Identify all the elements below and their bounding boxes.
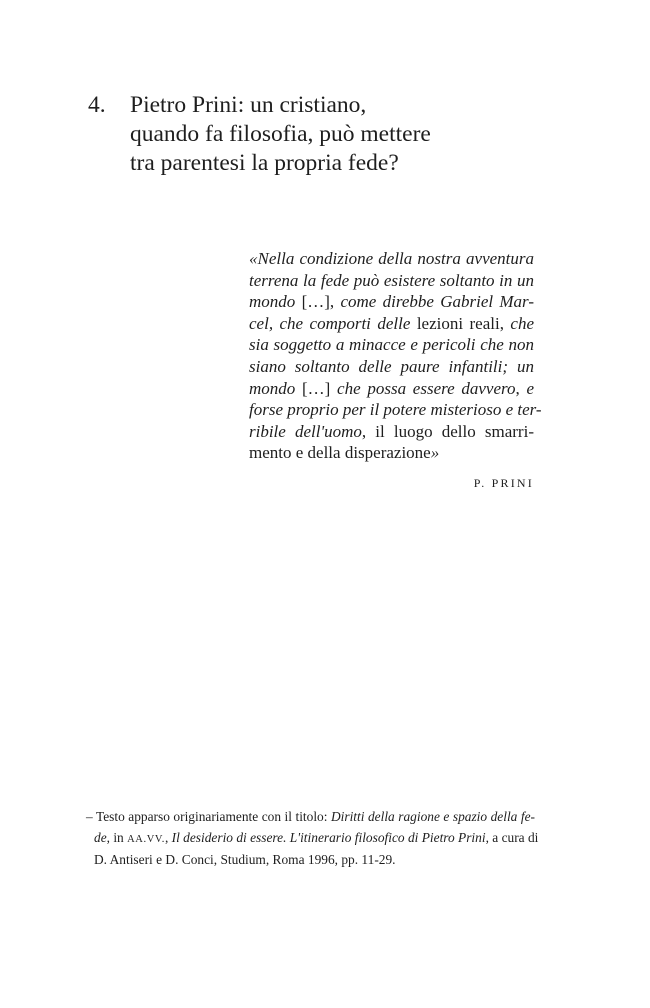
epigraph-fragment: cel, che comporti delle [249, 313, 411, 333]
epigraph-fragment: lezioni reali, [410, 313, 511, 333]
epigraph-fragment: che [510, 313, 534, 333]
epigraph-line [249, 442, 534, 464]
footnote-fragment: de [94, 829, 107, 845]
epigraph-fragment: come direbbe Gabriel Mar- [340, 292, 534, 312]
footnote-fragment: , [164, 829, 172, 845]
epigraph-fragment: ribile dell'uomo [249, 421, 362, 441]
epigraph-line [249, 291, 534, 313]
epigraph-line: terrena la fede può esistere soltanto in un [249, 270, 534, 290]
epigraph-quote [249, 248, 542, 464]
epigraph-fragment: […] [302, 378, 331, 398]
footnote-fragment: , a cura di [485, 829, 539, 845]
footnote-fragment: Il desiderio di essere. L'itinerario filosofico di Pietro Prini [171, 829, 486, 845]
epigraph-line [249, 313, 534, 335]
epigraph-fragment: mento e della disperazione [249, 443, 431, 463]
epigraph-fragment: mondo [249, 378, 302, 398]
epigraph-line: siano soltanto delle paure infantili; un [249, 356, 534, 376]
chapter-title [130, 91, 530, 178]
epigraph-author: P. PRINI [473, 476, 534, 490]
epigraph-line [249, 378, 534, 400]
chapter-title-line-2: quando fa filosofia, può mettere [130, 121, 431, 147]
epigraph-line [249, 421, 534, 443]
epigraph-fragment: , [515, 378, 527, 398]
epigraph-fragment: mondo [249, 292, 296, 312]
footnote [86, 807, 539, 871]
epigraph-fragment: […], [295, 292, 341, 312]
chapter-title-line-3: tra parentesi la propria fede? [130, 150, 399, 176]
footnote-fragment: , in [106, 829, 128, 845]
epigraph-line: forse proprio per il potere misterioso e ter- [249, 400, 542, 420]
footnote-line [86, 828, 539, 851]
epigraph-line: «Nella condizione della nostra avventura [249, 249, 534, 268]
chapter-number: 4. [88, 92, 106, 118]
epigraph-fragment: » [430, 443, 440, 463]
epigraph-fragment: che possa essere davvero [330, 378, 516, 398]
epigraph-fragment: , il luogo dello smarri- [361, 421, 534, 441]
epigraph-line: sia soggetto a minacce e pericoli che non [249, 335, 534, 355]
footnote-line: D. Antiseri e D. Conci, Studium, Roma 1996, pp. 11-29. [94, 852, 396, 867]
footnote-line [86, 807, 535, 828]
footnote-fragment: AA.VV. [127, 833, 165, 845]
chapter-title-line-1: Pietro Prini: un cristiano, [130, 92, 367, 118]
footnote-fragment: Diritti della ragione e spazio della fe- [330, 809, 535, 824]
epigraph-fragment: e [526, 378, 535, 398]
footnote-fragment: – Testo apparso originariamente con il titolo: [86, 809, 331, 824]
